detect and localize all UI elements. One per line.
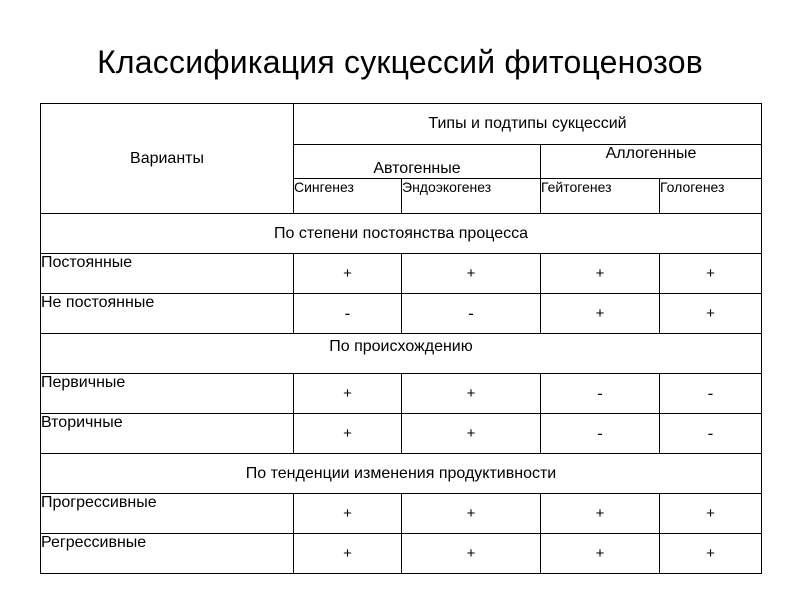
table-row [41,294,762,334]
table-cell: + [660,254,762,294]
section-title: По происхождению [41,334,762,374]
table-row [41,374,762,414]
table-cell: + [402,254,541,294]
succession-table [40,103,762,574]
subtype-header: Эндоэкогенез [402,179,541,214]
table-cell: + [660,294,762,334]
row-label: Регрессивные [41,534,294,574]
table-cell: + [402,534,541,574]
table-cell: + [541,494,660,534]
row-label: Первичные [41,374,294,414]
row-label: Не постоянные [41,294,294,334]
table-row [41,254,762,294]
row-label: Вторичные [41,414,294,454]
table-cell: + [402,494,541,534]
table-cell: - [541,414,660,454]
table-row [41,414,762,454]
table-cell: - [660,374,762,414]
table-cell: + [660,494,762,534]
table-cell: + [294,254,402,294]
table-row [41,534,762,574]
table-cell: - [402,294,541,334]
variants-header: Варианты [41,104,294,214]
table-cell: + [541,534,660,574]
table-row [41,494,762,534]
subtype-header: Гейтогенез [541,179,660,214]
table-cell: + [402,414,541,454]
page-title: Классификация сукцессий фитоценозов [97,44,703,80]
table-cell: + [660,534,762,574]
table-cell: + [294,414,402,454]
subtype-header: Сингенез [294,179,402,214]
section-title: По степени постоянства процесса [41,214,762,254]
table-cell: + [294,534,402,574]
table-cell: - [294,294,402,334]
section-title: По тенденции изменения продуктивности [41,454,762,494]
table-cell: + [541,294,660,334]
table-cell: + [294,374,402,414]
autogenic-header: Автогенные [294,145,541,179]
table-cell: + [541,254,660,294]
subtype-header: Гологенез [660,179,762,214]
row-label: Прогрессивные [41,494,294,534]
table-cell: - [660,414,762,454]
table-cell: - [541,374,660,414]
table-cell: + [294,494,402,534]
allogenic-header: Аллогенные [541,145,762,179]
row-label: Постоянные [41,254,294,294]
table-cell: + [402,374,541,414]
types-header: Типы и подтипы сукцессий [294,104,762,145]
